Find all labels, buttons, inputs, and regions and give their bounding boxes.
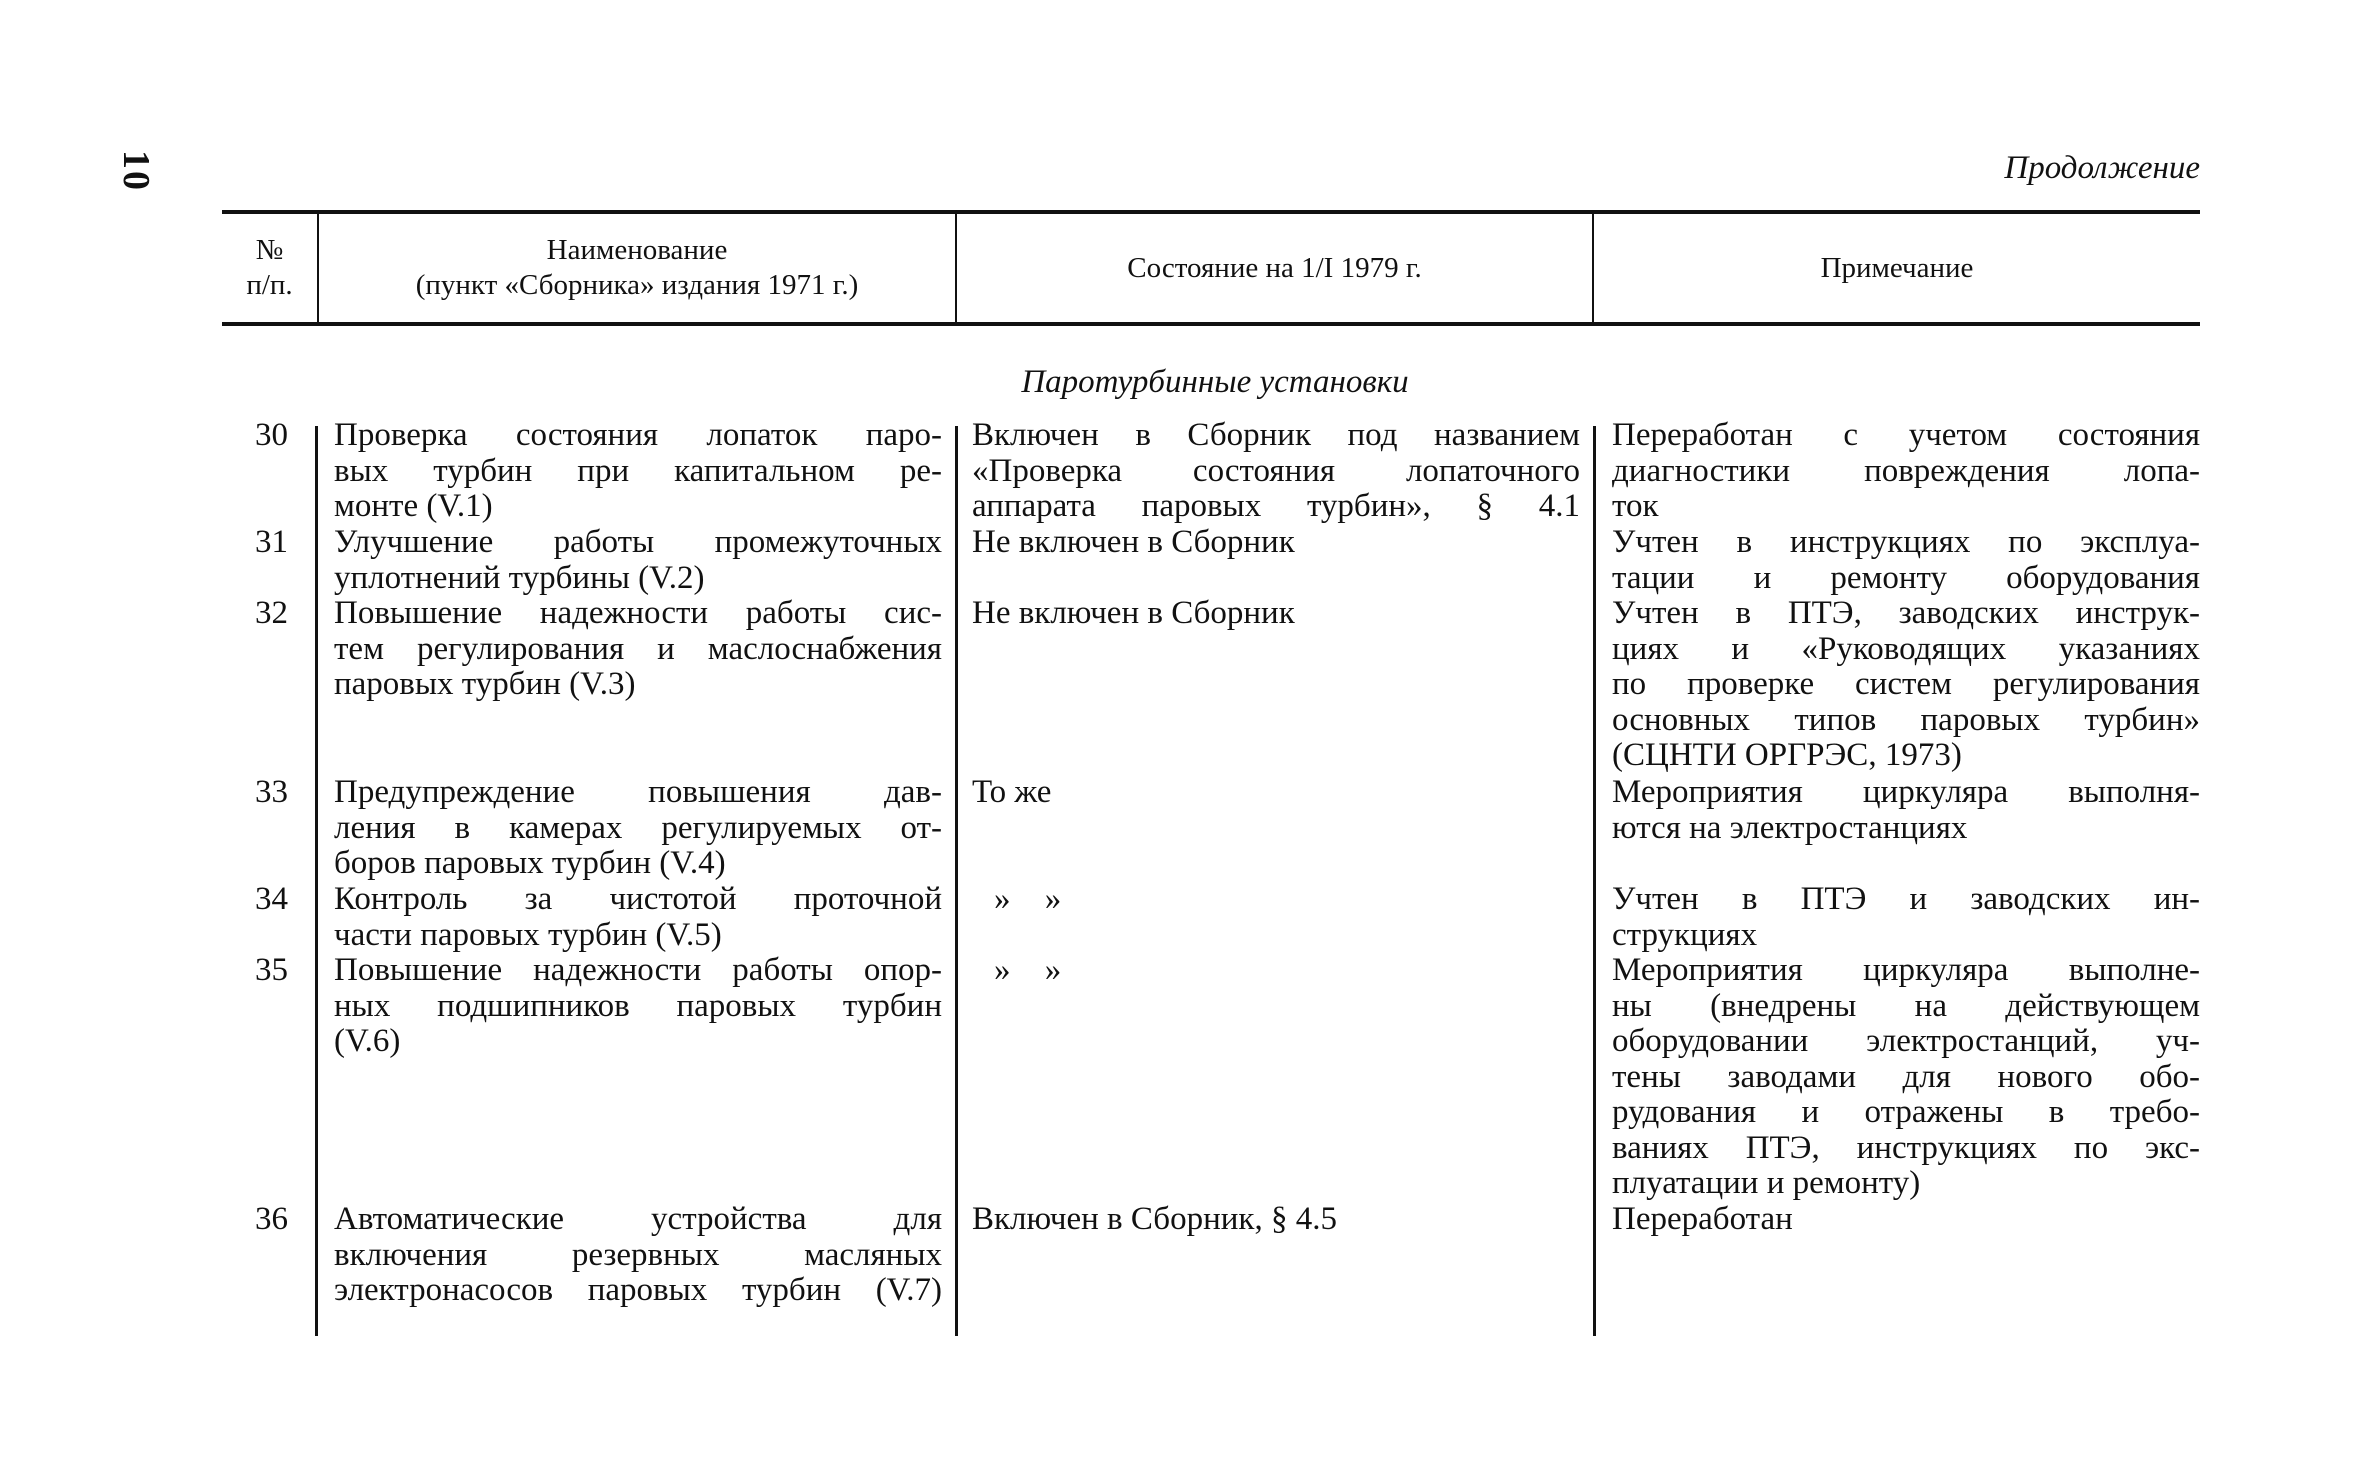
row-note: Переработан: [1612, 1201, 1793, 1237]
column-divider: [955, 426, 958, 1336]
row-name: Повышение надежности работы сис- тем регулирования и маслоснабжения паровых турбин (V.3): [334, 595, 942, 702]
header-num: № п/п.: [222, 214, 319, 322]
row-name: Автоматические устройства для включения резервных масляных электронасосов паровых турбин (V.7): [334, 1201, 942, 1308]
row-state: Не включен в Сборник: [972, 595, 1295, 631]
header-note: Примечание: [1820, 251, 1974, 284]
row-name: Контроль за чистотой проточной части паровых турбин (V.5): [334, 881, 942, 953]
page-number: 10: [115, 150, 157, 192]
row-state: Не включен в Сборник: [972, 524, 1295, 560]
column-divider: [315, 426, 318, 1336]
row-state: » »: [994, 952, 1062, 988]
row-note: Мероприятия циркуляра выполня- ются на электростанциях: [1612, 774, 2200, 846]
row-number: 32: [255, 595, 288, 631]
row-name: Предупреждение повышения дав- ления в камерах регулируемых от- боров паровых турбин (V.4): [334, 774, 942, 881]
header-state: Состояние на 1/I 1979 г.: [957, 214, 1594, 322]
row-state: Включен в Сборник, § 4.5: [972, 1201, 1337, 1237]
row-state: То же: [972, 774, 1052, 810]
section-title: Паротурбинные установки: [1021, 364, 1409, 400]
row-note: Переработан с учетом состояния диагностики повреждения лопа- ток: [1612, 417, 2200, 524]
row-note: Мероприятия циркуляра выполне- ны (внедрены на действующем оборудовании электростанций, уч- тены заводами для нового обо- рудования и отражены в требо- ваниях ПТЭ, инструкциях по экс- плуатации и ремонту): [1612, 952, 2200, 1201]
row-number: 31: [255, 524, 288, 560]
table-header: [222, 210, 2200, 326]
row-number: 33: [255, 774, 288, 810]
row-note: Учтен в ПТЭ, заводских инструк- циях и «Руководящих указаниях по проверке систем регулирования основных типов паровых турбин» (СЦНТИ ОРГРЭС, 1973): [1612, 595, 2200, 773]
row-state: Включен в Сборник под названием «Проверка состояния лопаточного аппарата паровых турбин», § 4.1: [972, 417, 1580, 524]
row-note: Учтен в инструкциях по эксплуа- тации и ремонту оборудования: [1612, 524, 2200, 596]
header-name: Наименование (пункт «Сборника» издания 1971 г.): [319, 214, 957, 322]
row-name: Проверка состояния лопаток паро- вых турбин при капитальном ре- монте (V.1): [334, 417, 942, 524]
row-name: Улучшение работы промежуточных уплотнений турбины (V.2): [334, 524, 942, 596]
row-number: 35: [255, 952, 288, 988]
continuation-label: Продолжение: [2004, 150, 2200, 186]
row-state: » »: [994, 881, 1062, 917]
row-name: Повышение надежности работы опор- ных подшипников паровых турбин (V.6): [334, 952, 942, 1059]
row-note: Учтен в ПТЭ и заводских ин- струкциях: [1612, 881, 2200, 953]
column-divider: [1593, 426, 1596, 1336]
row-number: 30: [255, 417, 288, 453]
row-number: 36: [255, 1201, 288, 1237]
row-number: 34: [255, 881, 288, 917]
table-body: [222, 418, 2200, 1336]
